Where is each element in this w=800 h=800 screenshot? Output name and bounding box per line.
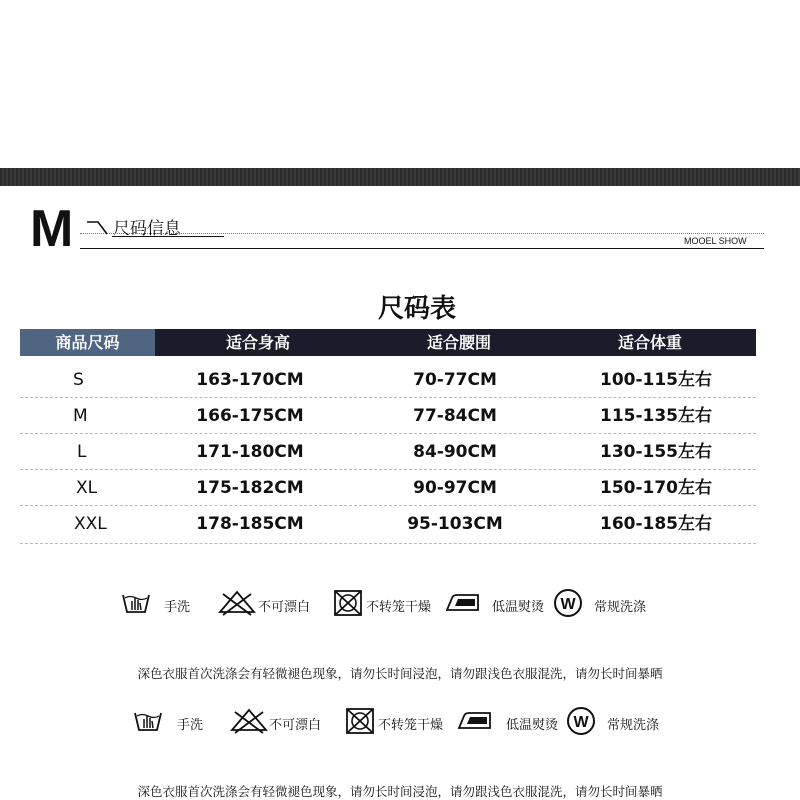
normal-wash-icon xyxy=(565,706,599,738)
table-header xyxy=(20,329,756,356)
cell-waist: 95-103CM xyxy=(407,514,503,534)
title-underline xyxy=(112,236,224,237)
cell-waist: 84-90CM xyxy=(413,442,497,462)
section-letter: M xyxy=(30,200,74,258)
cell-height: 171-180CM xyxy=(196,442,304,462)
table-title: 尺码表 xyxy=(377,294,456,324)
cell-height: 175-182CM xyxy=(196,478,304,498)
low-iron-icon xyxy=(457,706,499,734)
header-waist: 适合腰围 xyxy=(426,333,491,352)
cell-waist: 70-77CM xyxy=(413,370,497,390)
low-iron-icon xyxy=(445,588,487,616)
normal-wash-icon xyxy=(552,588,586,620)
header-height: 适合身高 xyxy=(225,333,290,352)
cell-height: 166-175CM xyxy=(196,406,304,426)
hand-wash-icon xyxy=(120,588,154,616)
care-label: 常规洗涤 xyxy=(607,718,660,733)
hand-wash-icon xyxy=(132,706,166,734)
care-label: 低温熨烫 xyxy=(506,718,559,733)
care-note: 深色衣服首次洗涤会有轻微褪色现象，请勿长时间浸泡，请勿跟浅色衣服混洗，请勿长时间暴晒 xyxy=(137,666,663,681)
cell-size: L xyxy=(77,442,87,462)
no-tumble-dry-icon xyxy=(344,706,376,736)
care-label: 不可漂白 xyxy=(269,718,322,733)
no-bleach-icon xyxy=(217,588,257,616)
top-dark-band xyxy=(0,168,800,186)
cell-size: S xyxy=(73,370,84,390)
table-row xyxy=(20,362,756,398)
cell-height: 163-170CM xyxy=(196,370,304,390)
cell-weight: 130-155左右 xyxy=(599,442,713,462)
cell-waist: 90-97CM xyxy=(413,478,497,498)
cell-waist: 77-84CM xyxy=(413,406,497,426)
care-instructions-row xyxy=(0,584,800,624)
dotted-divider xyxy=(80,233,764,234)
no-tumble-dry-icon xyxy=(332,588,364,618)
row-divider xyxy=(20,543,756,544)
no-bleach-icon xyxy=(229,706,269,734)
cell-weight: 115-135左右 xyxy=(599,406,713,426)
section-divider xyxy=(80,248,764,249)
care-label: 常规洗涤 xyxy=(594,600,647,615)
care-label: 不转笼干燥 xyxy=(366,600,432,615)
cell-size: M xyxy=(73,406,88,426)
normal-wash-symbol: W xyxy=(573,714,589,731)
cell-weight: 160-185左右 xyxy=(599,514,713,534)
care-label: 不转笼干燥 xyxy=(378,718,444,733)
cell-size: XXL xyxy=(74,514,107,534)
care-label: 手洗 xyxy=(177,718,204,733)
care-note: 深色衣服首次洗涤会有轻微褪色现象，请勿长时间浸泡，请勿跟浅色衣服混洗，请勿长时间暴晒 xyxy=(137,784,663,799)
care-label: 低温熨烫 xyxy=(492,600,545,615)
section-title: 尺码信息 xyxy=(113,219,181,239)
cell-height: 178-185CM xyxy=(196,514,304,534)
header-size: 商品尺码 xyxy=(20,329,155,356)
table-row xyxy=(20,470,756,506)
care-label: 手洗 xyxy=(164,600,191,615)
table-row xyxy=(20,506,756,544)
cell-size: XL xyxy=(76,478,98,498)
section-tag: MOOEL SHOW xyxy=(684,236,747,246)
table-row xyxy=(20,398,756,434)
header-weight: 适合体重 xyxy=(617,333,682,352)
normal-wash-symbol: W xyxy=(560,596,576,613)
cell-weight: 100-115左右 xyxy=(599,370,713,390)
care-instructions-row xyxy=(0,702,800,742)
table-row xyxy=(20,434,756,470)
cell-weight: 150-170左右 xyxy=(599,478,713,498)
care-label: 不可漂白 xyxy=(258,600,311,615)
